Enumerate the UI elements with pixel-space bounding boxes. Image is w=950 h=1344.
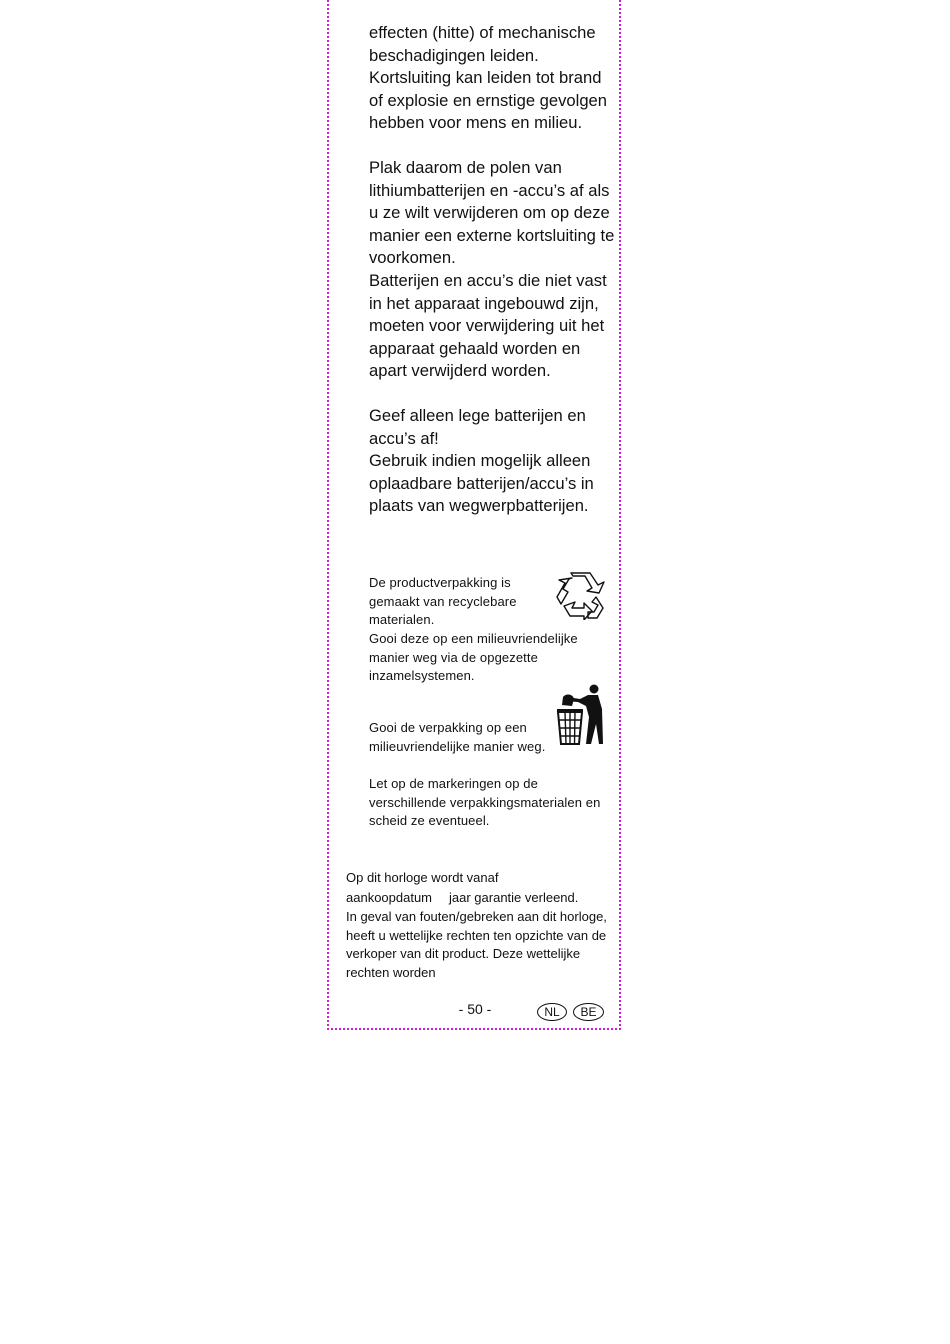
paragraph-effects: effecten (hitte) of mechanische beschadigingen leiden.	[369, 23, 596, 65]
warranty-purchase-date: aankoopdatum	[346, 890, 433, 905]
packaging-dispose-text: Gooi de verpakking op een milieuvriendelijke manier weg.	[369, 720, 546, 754]
warranty-line-2	[346, 889, 614, 908]
language-badge-nl: NL	[537, 1003, 567, 1021]
paragraph-short-circuit: Kortsluiting kan leiden tot brand of explosie en ernstige gevolgen hebben voor mens en milieu.	[369, 68, 608, 132]
warranty-years: jaar garantie verleend.	[449, 890, 579, 905]
paragraph-rechargeable: Gebruik indien mogelijk alleen oplaadbare batterijen/accu’s in plaats van wegwerpbatterijen.	[369, 451, 594, 515]
packaging-collection-text: Gooi deze op een milieuvriendelijke manier weg via de opgezette inzamelsystemen.	[369, 631, 578, 684]
page-number: - 50 -	[458, 1001, 492, 1017]
paragraph-tape-poles: Plak daarom de polen van lithiumbatterijen en -accu’s af als u ze wilt verwijderen om op deze manier een externe kortsluiting te voorkomen.	[369, 158, 615, 267]
paragraph-remove-batteries: Batterijen en accu’s die niet vast in het apparaat ingebouwd zijn, moeten voor verwijdering uit het apparaat gehaald worden en apart verwijderd worden.	[369, 271, 607, 380]
tidyman-icon	[556, 684, 606, 748]
recycle-icon	[556, 572, 606, 620]
packaging-recyclable-text: De productverpakking is gemaakt van recyclebare materialen.	[369, 575, 517, 628]
paragraph-empty-batteries: Geef alleen lege batterijen en accu’s af!	[369, 406, 586, 448]
packaging-markings-text: Let op de markeringen op de verschillende verpakkingsmaterialen en scheid ze eventueel.	[369, 776, 601, 829]
warranty-line-1: Op dit horloge wordt vanaf	[346, 870, 499, 885]
warranty-rights-text: In geval van fouten/gebreken aan dit horloge, heeft u wettelijke rechten ten opzichte van de verkoper van dit product. Deze wettelijke rechten worden	[346, 909, 607, 981]
language-badge-be: BE	[573, 1003, 604, 1021]
